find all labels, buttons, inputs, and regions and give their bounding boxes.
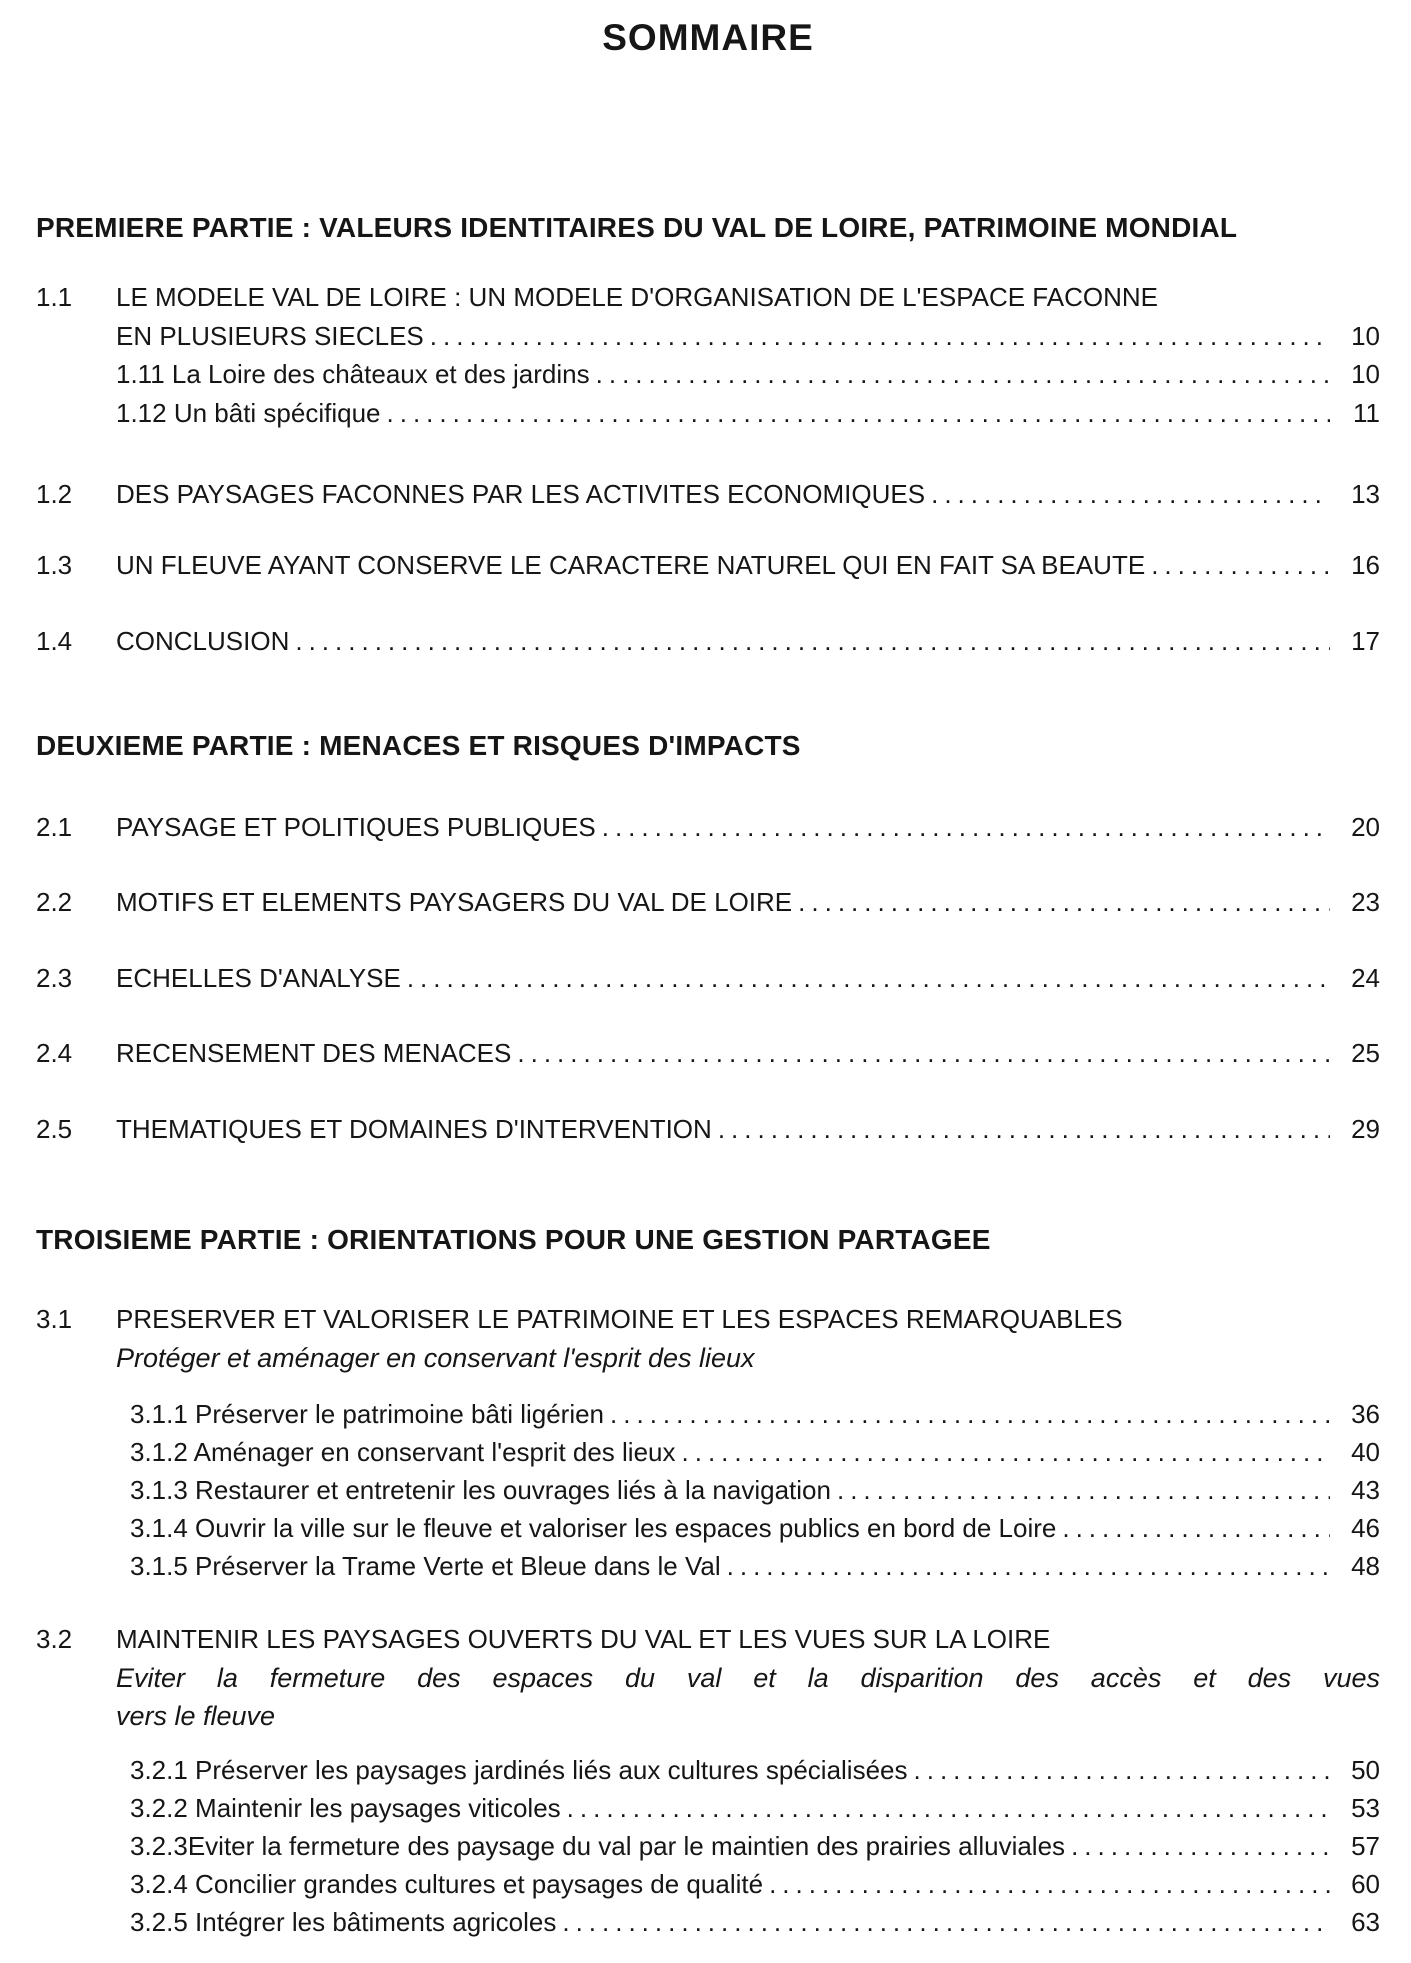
part-1-heading: PREMIERE PARTIE : VALEURS IDENTITAIRES DU VAL DE LOIRE, PATRIMOINE MONDIAL <box>36 212 1238 243</box>
toc-entry-1-3 <box>36 546 1380 585</box>
dot-leader <box>387 394 1330 433</box>
toc-subentry-3-2-1 <box>130 1751 1380 1789</box>
dot-leader <box>596 355 1330 394</box>
page-number: 25 <box>1351 1038 1380 1068</box>
dot-leader <box>1151 546 1330 585</box>
dot-leader <box>562 1903 1330 1941</box>
entry-label: CONCLUSION <box>116 626 290 656</box>
entry-subtitle-line: Eviter la fermeture des espaces du val et la disparition des accès et des vues <box>116 1662 1380 1693</box>
subentry-label: 3.1.4 Ouvrir la ville sur le fleuve et valoriser les espaces publics en bord de Loire <box>130 1513 1057 1543</box>
dot-leader <box>718 1110 1330 1149</box>
entry-label: MOTIFS ET ELEMENTS PAYSAGERS DU VAL DE LOIRE <box>116 887 793 917</box>
entry-number: 2.3 <box>36 962 73 993</box>
toc-entry-3-2 <box>36 1620 1380 1941</box>
toc-entry-2-3 <box>36 959 1380 998</box>
page-number: 43 <box>1351 1475 1380 1505</box>
entry-label-line: LE MODELE VAL DE LOIRE : UN MODELE D'ORGANISATION DE L'ESPACE FACONNE <box>116 282 1158 312</box>
page-number: 50 <box>1351 1754 1380 1785</box>
subentry-label: 3.2.3Eviter la fermeture des paysage du val par le maintien des prairies alluviales <box>130 1830 1066 1861</box>
page-number: 40 <box>1351 1437 1380 1467</box>
page-number: 13 <box>1351 479 1380 509</box>
entry-number: 2.5 <box>36 1113 73 1144</box>
toc-entry-1-4 <box>36 622 1380 661</box>
entry-label: THEMATIQUES ET DOMAINES D'INTERVENTION <box>116 1113 712 1144</box>
page-number: 23 <box>1351 887 1380 917</box>
toc-subentry-3-1-3 <box>130 1471 1380 1509</box>
dot-leader <box>407 959 1330 998</box>
dot-leader <box>837 1471 1330 1509</box>
entry-label: PRESERVER ET VALORISER LE PATRIMOINE ET LES ESPACES REMARQUABLES <box>116 1304 1123 1334</box>
toc-subentry-3-1-5 <box>130 1547 1380 1585</box>
page-number: 53 <box>1351 1792 1380 1823</box>
subentry-label: 1.12 Un bâti spécifique <box>116 397 381 428</box>
page-number: 10 <box>1351 359 1380 389</box>
dot-leader <box>769 1865 1330 1903</box>
page-number: 46 <box>1351 1513 1380 1543</box>
entry-row <box>116 1110 1380 1149</box>
page-title: SOMMAIRE <box>602 17 814 58</box>
dot-leader <box>567 1789 1330 1827</box>
entry-label: MAINTENIR LES PAYSAGES OUVERTS DU VAL ET LES VUES SUR LA LOIRE <box>116 1624 1051 1654</box>
page-number: 24 <box>1351 962 1380 993</box>
dot-leader <box>517 1034 1330 1073</box>
entry-number: 1.4 <box>36 626 73 656</box>
subentry-label: 3.2.4 Concilier grandes cultures et paysages de qualité <box>130 1868 764 1899</box>
page-number: 36 <box>1351 1399 1380 1429</box>
dot-leader <box>602 808 1330 847</box>
toc-subentry-1-11 <box>116 355 1380 394</box>
entry-row <box>116 883 1380 922</box>
subentry-label: 3.1.5 Préserver la Trame Verte et Bleue dans le Val <box>130 1551 721 1581</box>
entry-label: ECHELLES D'ANALYSE <box>116 962 401 993</box>
page-number: 29 <box>1351 1113 1380 1144</box>
dot-leader <box>610 1395 1330 1433</box>
page-number: 60 <box>1351 1868 1380 1899</box>
subentry-label: 3.2.2 Maintenir les paysages viticoles <box>130 1792 561 1823</box>
page-number: 17 <box>1351 626 1380 656</box>
entry-row <box>116 317 1380 356</box>
toc-subentry-3-1-2 <box>130 1433 1380 1471</box>
entry-number: 2.1 <box>36 811 73 842</box>
subentry-label: 3.1.1 Préserver le patrimoine bâti ligérien <box>130 1399 605 1429</box>
subentry-label: 3.2.1 Préserver les paysages jardinés liés aux cultures spécialisées <box>130 1754 908 1785</box>
entry-row <box>116 475 1380 514</box>
subentry-label: 3.2.5 Intégrer les bâtiments agricoles <box>130 1906 557 1937</box>
toc-subentry-3-1-1 <box>130 1395 1380 1433</box>
page-number: 63 <box>1351 1906 1380 1937</box>
part-2-heading: DEUXIEME PARTIE : MENACES ET RISQUES D'IMPACTS <box>36 729 801 761</box>
subentry-label: 3.1.2 Aménager en conservant l'esprit des lieux <box>130 1437 676 1467</box>
entry-label-line: EN PLUSIEURS SIECLES <box>116 320 424 351</box>
toc-subentry-1-12 <box>116 394 1380 433</box>
entry-number: 2.2 <box>36 887 73 917</box>
toc-entry-1-1 <box>36 278 1380 432</box>
entry-number: 1.3 <box>36 549 73 580</box>
toc-subentry-3-2-3 <box>130 1827 1380 1865</box>
dot-leader <box>914 1751 1331 1789</box>
dot-leader <box>727 1547 1330 1585</box>
page-number: 11 <box>1353 397 1380 428</box>
entry-row <box>116 546 1380 585</box>
page-number: 48 <box>1351 1551 1380 1581</box>
dot-leader <box>682 1433 1330 1471</box>
toc-subentry-3-2-2 <box>130 1789 1380 1827</box>
entry-row <box>116 959 1380 998</box>
entry-number: 3.1 <box>36 1304 73 1334</box>
page-number: 57 <box>1351 1830 1380 1861</box>
toc-subentry-3-2-5 <box>130 1903 1380 1941</box>
dot-leader <box>798 883 1330 922</box>
toc-subentry-3-1-4 <box>130 1509 1380 1547</box>
page-number: 20 <box>1351 811 1380 842</box>
entry-row <box>116 1034 1380 1073</box>
entry-number: 1.1 <box>36 282 73 312</box>
entry-subtitle-line: vers le fleuve <box>116 1701 276 1731</box>
toc-entry-2-5 <box>36 1110 1380 1149</box>
subentry-label: 1.11 La Loire des châteaux et des jardins <box>116 359 590 389</box>
entry-label: DES PAYSAGES FACONNES PAR LES ACTIVITES ECONOMIQUES <box>116 479 926 509</box>
entry-row <box>116 622 1380 661</box>
toc-entry-2-2 <box>36 883 1380 922</box>
toc-entry-2-4 <box>36 1034 1380 1073</box>
entry-label: UN FLEUVE AYANT CONSERVE LE CARACTERE NATUREL QUI EN FAIT SA BEAUTE <box>116 549 1146 580</box>
subentry-label: 3.1.3 Restaurer et entretenir les ouvrages liés à la navigation <box>130 1475 831 1505</box>
entry-label: PAYSAGE ET POLITIQUES PUBLIQUES <box>116 811 596 842</box>
entry-subtitle: Protéger et aménager en conservant l'esprit des lieux <box>116 1342 755 1373</box>
toc-entry-2-1 <box>36 808 1380 847</box>
page-number: 10 <box>1351 320 1380 351</box>
part-3-heading: TROISIEME PARTIE : ORIENTATIONS POUR UNE GESTION PARTAGEE <box>36 1224 991 1255</box>
dot-leader <box>931 475 1330 514</box>
entry-row <box>116 808 1380 847</box>
entry-number: 1.2 <box>36 479 73 509</box>
dot-leader <box>430 317 1330 356</box>
dot-leader <box>1062 1509 1330 1547</box>
dot-leader <box>1071 1827 1330 1865</box>
toc-entry-3-1 <box>36 1300 1380 1585</box>
toc-subentry-3-2-4 <box>130 1865 1380 1903</box>
dot-leader <box>295 622 1330 661</box>
entry-label: RECENSEMENT DES MENACES <box>116 1038 512 1068</box>
entry-number: 2.4 <box>36 1038 73 1068</box>
page-number: 16 <box>1351 549 1380 580</box>
toc-entry-1-2 <box>36 475 1380 514</box>
entry-number: 3.2 <box>36 1624 73 1654</box>
